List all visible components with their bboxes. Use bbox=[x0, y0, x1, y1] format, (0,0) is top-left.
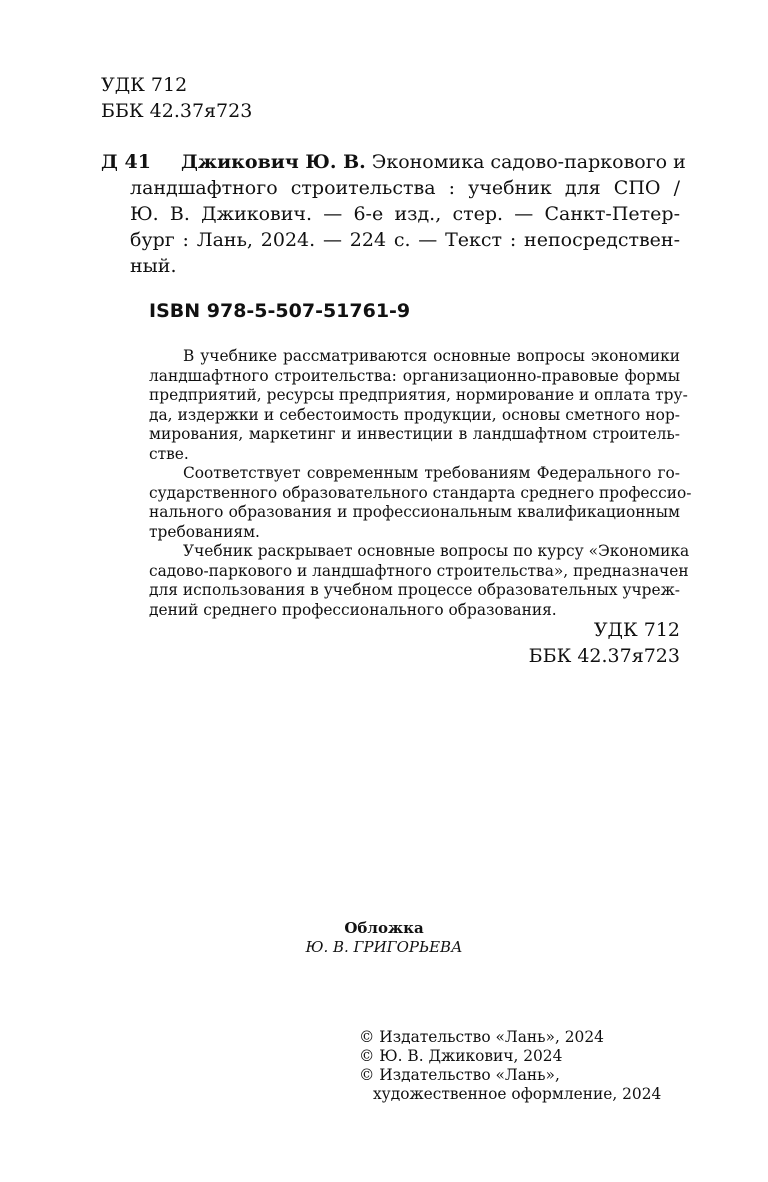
annotation bbox=[149, 347, 692, 620]
bib-line: ландшафтного строительства : учебник для СПО / bbox=[130, 177, 680, 199]
classification-bottom bbox=[529, 617, 680, 669]
udk-code: УДК 712 bbox=[101, 74, 188, 96]
annotation-line: предприятий, ресурсы предприятия, нормирование и оплата тру- bbox=[149, 386, 688, 404]
copyright-line: © Издательство «Лань», 2024 bbox=[359, 1028, 604, 1046]
copyright-line: художественное оформление, 2024 bbox=[373, 1085, 662, 1103]
bbk-code: ББК 42.37я723 bbox=[101, 100, 253, 122]
annotation-line: Учебник раскрывает основные вопросы по курсу «Экономика bbox=[183, 542, 690, 560]
annotation-line: нального образования и профессиональным квалификационным bbox=[149, 503, 680, 521]
isbn: ISBN 978-5-507-51761-9 bbox=[149, 300, 411, 322]
author-name: Джикович Ю. В. bbox=[181, 151, 366, 173]
annotation-line: требованиям. bbox=[149, 522, 260, 541]
bibliographic-record bbox=[101, 149, 686, 279]
annotation-line: Соответствует современным требованиям Федерального го- bbox=[183, 464, 680, 482]
bib-line: ный. bbox=[130, 255, 177, 277]
bbk-code: ББК 42.37я723 bbox=[528, 645, 680, 667]
bib-line: Ю. В. Джикович. — 6-е изд., стер. — Санкт-Петер- bbox=[130, 203, 680, 225]
classification-top bbox=[101, 72, 252, 124]
bib-line: бург : Лань, 2024. — 224 с. — Текст : непосредствен- bbox=[130, 229, 680, 251]
bib-title: Экономика садово-паркового и bbox=[371, 151, 686, 173]
annotation-line: В учебнике рассматриваются основные вопросы экономики bbox=[183, 347, 680, 365]
copyright-line: © Ю. В. Джикович, 2024 bbox=[359, 1047, 563, 1065]
annotation-line: ландшафтного строительства: организационно-правовые формы bbox=[149, 366, 680, 385]
udk-code: УДК 712 bbox=[593, 619, 680, 641]
annotation-line: да, издержки и себестоимость продукции, основы сметного нор- bbox=[149, 405, 680, 424]
cover-label: Обложка bbox=[344, 919, 424, 937]
annotation-line: стве. bbox=[149, 444, 189, 463]
cover-designer: Ю. В. ГРИГОРЬЕВА bbox=[305, 938, 463, 956]
copyright-block bbox=[359, 1028, 661, 1104]
copyright-line: © Издательство «Лань», bbox=[359, 1066, 560, 1084]
annotation-line: мирования, маркетинг и инвестиции в ландшафтном строитель- bbox=[149, 425, 680, 443]
annotation-line: для использования в учебном процессе образовательных учреж- bbox=[149, 581, 680, 599]
annotation-line: садово-паркового и ландшафтного строительства», предназначен bbox=[149, 561, 689, 580]
annotation-line: дений среднего профессионального образования. bbox=[149, 600, 557, 619]
annotation-line: сударственного образовательного стандарта среднего профессио- bbox=[149, 483, 692, 502]
author-mark: Д 41 bbox=[101, 151, 151, 173]
bib-line bbox=[101, 149, 686, 175]
